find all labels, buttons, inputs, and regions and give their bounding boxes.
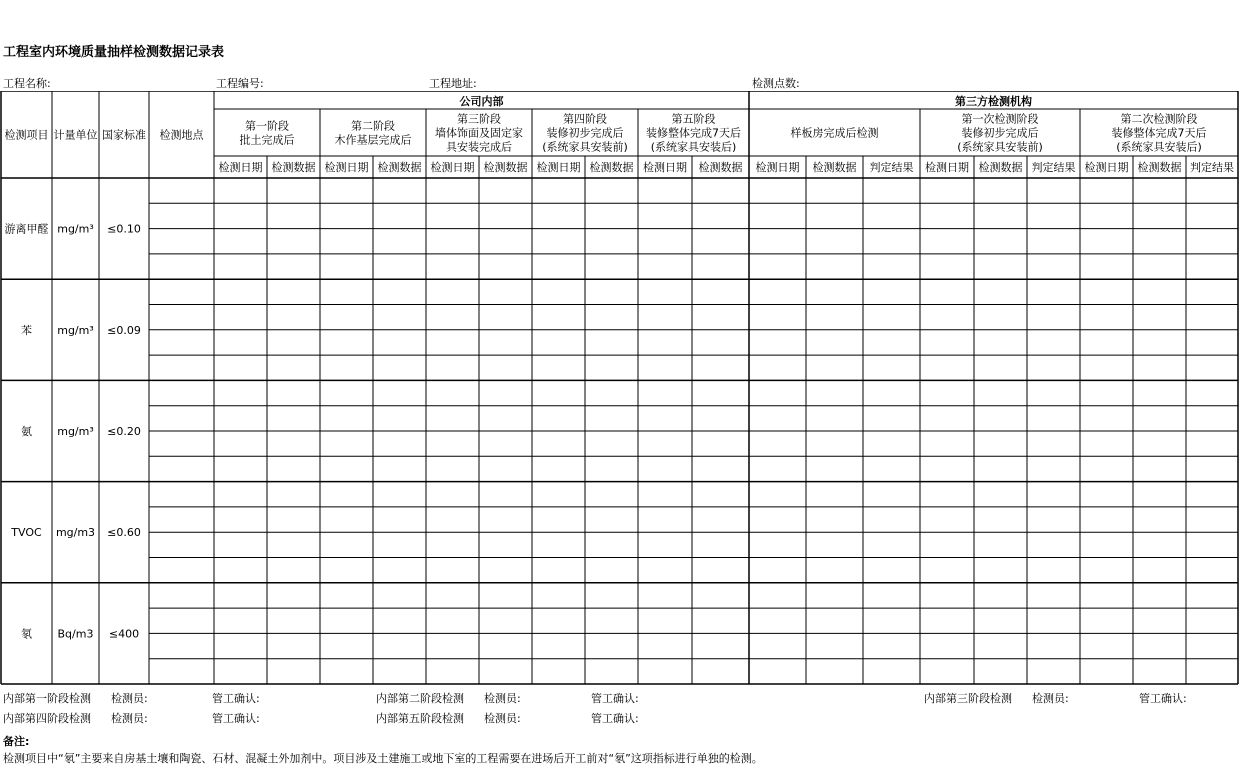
footer-stage2: 内部第二阶段检测 [376,692,464,705]
header-standard: 国家标准 [102,128,146,142]
remarks-title: 备注: [3,735,30,748]
subheader-date: 检测日期 [755,161,800,174]
stage-header-8: (系统家具安装后) [1116,140,1202,154]
record-table [0,91,1239,685]
subheader-date: 检测日期 [1084,161,1129,174]
item-name: 氨 [21,425,32,438]
stage-header-2: 第二阶段 [351,119,395,133]
item-unit: mg/m3 [55,526,96,540]
point-count-label: 检测点数: [752,77,800,90]
subheader-result: 判定结果 [869,161,914,174]
stage-header-4: 第四阶段 [563,112,607,126]
footer-inspector: 检测员: [111,692,148,705]
footer-inspector: 检测员: [1032,692,1069,705]
footer-stage3: 内部第三阶段检测 [924,692,1012,705]
subheader-date: 检测日期 [536,161,581,174]
footer-manager: 管工确认: [212,692,260,705]
item-standard: ≤0.10 [107,222,141,236]
item-standard: ≤400 [108,627,140,641]
remarks-text: 检测项目中“氡”主要来自房基土壤和陶瓷、石材、混凝土外加剂中。项目涉及土建施工或地下室的工程需要在进场后开工前对“氡”这项指标进行单独的检测。 [3,752,763,765]
stage-header-7: (系统家具安装前) [957,140,1043,154]
stage-header-7: 装修初步完成后 [961,126,1039,140]
header-unit: 计量单位 [53,128,98,142]
item-name: 氡 [21,627,32,641]
footer-stage4: 内部第四阶段检测 [3,712,91,725]
project-name-label: 工程名称: [3,77,51,90]
subheader-date: 检测日期 [643,161,687,174]
stage-header-1: 第一阶段 [245,119,289,133]
subheader-data: 检测数据 [483,161,528,174]
group-internal: 公司内部 [459,95,504,108]
subheader-data: 检测数据 [978,161,1023,174]
page-title: 工程室内环境质量抽样检测数据记录表 [3,45,225,60]
stage-header-8: 第二次检测阶段 [1120,112,1198,126]
item-standard: ≤0.60 [107,526,141,540]
subheader-data: 检测数据 [589,161,634,174]
footer-inspector: 检测员: [111,712,148,725]
subheader-data: 检测数据 [812,161,857,174]
item-standard: ≤0.09 [107,323,141,337]
footer-stage1: 内部第一阶段检测 [3,692,91,705]
footer-manager: 管工确认: [591,692,639,705]
header-item: 检测项目 [4,128,49,142]
footer-stage5: 内部第五阶段检测 [376,712,464,725]
subheader-result: 判定结果 [1031,161,1076,174]
subheader-date: 检测日期 [925,161,969,174]
subheader-data: 检测数据 [698,161,743,174]
item-name: 苯 [21,323,32,337]
footer-manager: 管工确认: [591,712,639,725]
footer-manager: 管工确认: [1139,692,1187,705]
footer-manager: 管工确认: [212,712,260,725]
stage-header-4: (系统家具安装前) [542,140,628,154]
subheader-data: 检测数据 [271,161,316,174]
stage-header-1: 批土完成后 [239,133,295,147]
stage-header-4: 装修初步完成后 [546,126,624,140]
stage-header-3: 具安装完成后 [446,140,512,154]
stage-header-2: 木作基层完成后 [334,133,412,147]
item-name: TVOC [11,526,42,540]
subheader-result: 判定结果 [1190,161,1234,174]
footer-inspector: 检测员: [484,712,521,725]
item-name: 游离甲醛 [4,222,49,236]
stage-header-7: 第一次检测阶段 [961,112,1039,126]
stage-header-5: 第五阶段 [671,112,716,126]
item-unit: mg/m³ [57,425,94,438]
subheader-date: 检测日期 [430,161,475,174]
footer-inspector: 检测员: [484,692,521,705]
stage-header-3: 墙体饰面及固定家 [435,126,523,140]
subheader-date: 检测日期 [324,161,369,174]
stage-header-6: 样板房完成后检测 [790,126,879,140]
subheader-data: 检测数据 [1137,161,1182,174]
item-standard: ≤0.20 [107,425,141,438]
stage-header-5: (系统家具安装后) [650,140,737,154]
subheader-data: 检测数据 [377,161,422,174]
project-address-label: 工程地址: [429,77,477,90]
subheader-date: 检测日期 [218,161,263,174]
header-location: 检测地点 [159,128,204,142]
item-unit: mg/m³ [57,323,94,337]
stage-header-5: 装修整体完成7天后 [646,126,741,140]
item-unit: mg/m³ [57,222,94,236]
item-unit: Bq/m3 [57,627,94,641]
group-third-party: 第三方检测机构 [955,95,1032,108]
stage-header-8: 装修整体完成7天后 [1111,126,1207,140]
stage-header-3: 第三阶段 [457,112,501,126]
project-no-label: 工程编号: [216,77,264,90]
